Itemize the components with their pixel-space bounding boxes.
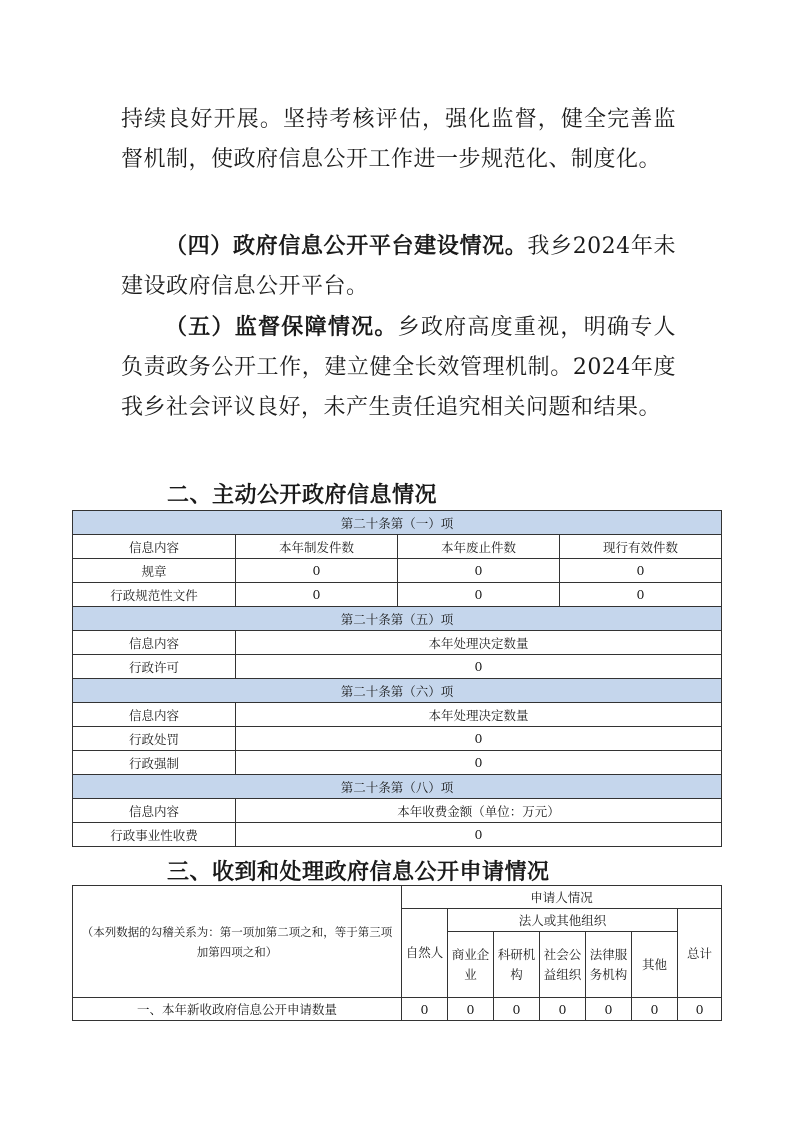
value-cell: 0 [632,998,678,1021]
paragraph-platform-text: 我乡2024年未建设政府信息公开平台。 [121,234,676,299]
header-row [73,631,722,655]
header-row [73,886,722,909]
section-row [73,775,722,799]
paragraph-supervision-lead: （五）监督保障情况。 [165,315,398,340]
header-cell: 信息内容 [73,799,236,823]
header-cell: 信息内容 [73,535,236,559]
org-type-header: 其他 [632,932,678,998]
header-row [73,535,722,559]
value-cell: 0 [448,998,494,1021]
value-cell: 0 [236,559,398,583]
header-cell: 本年处理决定数量 [236,703,722,727]
value-cell: 0 [398,559,560,583]
value-cell: 0 [560,559,722,583]
section-title-cell: 第二十条第（六）项 [73,679,722,703]
value-cell: 0 [586,998,632,1021]
section-title-cell: 第二十条第（八）项 [73,775,722,799]
value-cell: 0 [236,727,722,751]
table-row [73,559,722,583]
value-cell: 0 [236,823,722,847]
header-cell: 信息内容 [73,631,236,655]
header-row [73,799,722,823]
header-cell: 信息内容 [73,703,236,727]
proactive-disclosure-table [72,510,722,847]
section-row [73,679,722,703]
value-cell: 0 [494,998,540,1021]
row-label-cell: 行政处罚 [73,727,236,751]
value-cell: 0 [398,583,560,607]
paragraph-supervision [121,308,676,428]
header-row [73,703,722,727]
row-label-cell: 一、本年新收政府信息公开申请数量 [73,998,402,1021]
header-cell: 本年处理决定数量 [236,631,722,655]
section-row [73,607,722,631]
section-row [73,511,722,535]
org-type-header: 法律服务机构 [586,932,632,998]
section-title-cell: 第二十条第（一）项 [73,511,722,535]
header-cell: 本年收费金额（单位：万元） [236,799,722,823]
paragraph-continuation: 持续良好开展。坚持考核评估，强化监督，健全完善监督机制，使政府信息公开工作进一步规范化、制度化。 [121,107,676,172]
value-cell: 0 [560,583,722,607]
row-label-cell: 行政事业性收费 [73,823,236,847]
table-row [73,727,722,751]
table-row [73,655,722,679]
org-type-header: 社会公益组织 [540,932,586,998]
application-table [72,885,722,1021]
table-row [73,823,722,847]
section3-title: 三、收到和处理政府信息公开申请情况 [167,860,550,885]
table-row [73,583,722,607]
header-cell: 本年制发件数 [236,535,398,559]
section-title-cell: 第二十条第（五）项 [73,607,722,631]
org-type-header: 科研机构 [494,932,540,998]
org-type-header: 商业企业 [448,932,494,998]
table-row [73,751,722,775]
row-label-cell: 行政强制 [73,751,236,775]
value-cell: 0 [236,655,722,679]
legal-entity-header: 法人或其他组织 [448,909,678,932]
description-cell: （本列数据的勾稽关系为：第一项加第二项之和，等于第三项加第四项之和） [73,886,402,998]
paragraph-platform [121,227,676,307]
value-cell: 0 [236,751,722,775]
header-cell: 现行有效件数 [560,535,722,559]
row-label-cell: 行政规范性文件 [73,583,236,607]
value-cell: 0 [236,583,398,607]
section2-title: 二、主动公开政府信息情况 [167,483,438,508]
applicant-header-cell: 申请人情况 [402,886,722,909]
value-cell: 0 [402,998,448,1021]
row-label-cell: 行政许可 [73,655,236,679]
value-cell: 0 [678,998,722,1021]
paragraph-platform-lead: （四）政府信息公开平台建设情况。 [165,234,528,259]
total-header: 总计 [678,909,722,998]
row-label-cell: 规章 [73,559,236,583]
paragraph-supervision-text: 乡政府高度重视，明确专人负责政务公开工作，建立健全长效管理机制。2024年度我乡社会评议良好，未产生责任追究相关问题和结果。 [121,315,676,420]
table-row [73,998,722,1021]
header-cell: 本年废止件数 [398,535,560,559]
value-cell: 0 [540,998,586,1021]
natural-person-header: 自然人 [402,909,448,998]
